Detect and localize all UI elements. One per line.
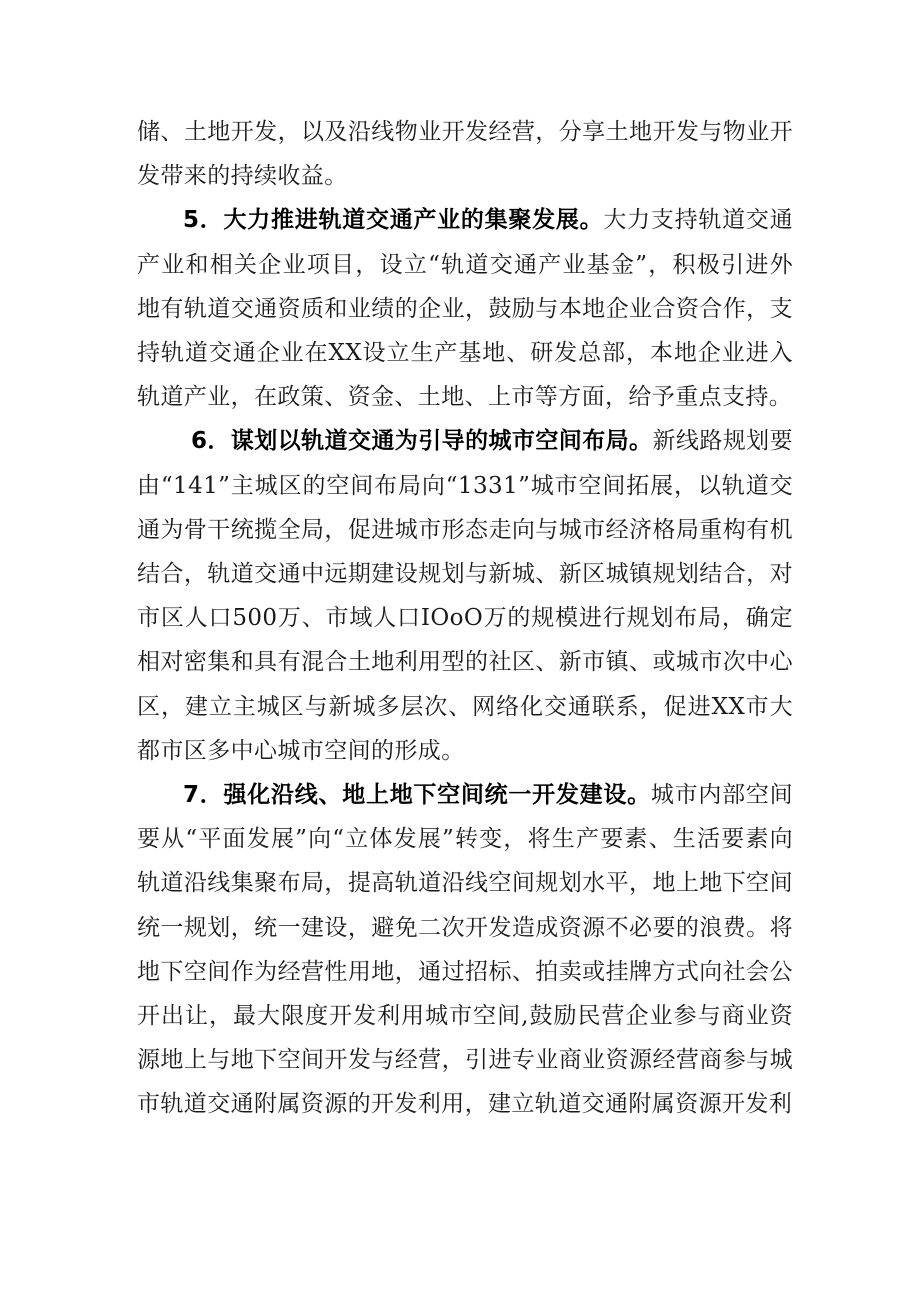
paragraph-body: 大力支持轨道交通产业和相关企业项目，设立“轨道交通产业基金”，积极引进外地有轨道交通资质和业绩的企业，鼓励与本地企业合资合作，支持轨道交通企业在XX设立生产基地、研发总部，本地企业进入轨道产业，在政策、资金、土地、上市等方面，给予重点支持。 (137, 207, 793, 411)
paragraph-body: 城市内部空间要从“平面发展”向“立体发展”转变，将生产要素、生活要素向轨道沿线集聚布局，提高轨道沿线空间规划水平，地上地下空间统一规划，统一建设，避免二次开发造成资源不必要的浪费。将地下空间作为经营性用地，通过招标、拍卖或挂牌方式向社会公开出让，最大限度开发利用城市空间,鼓励民营企业参与商业资源地上与地下空间开发与经营，引进专业商业资源经营商参与城市轨道交通附属资源的开发利用，建立轨道交通附属资源开发利 (137, 782, 793, 1118)
paragraph-heading: 6．谋划以轨道交通为引导的城市空间布局。 (191, 428, 653, 455)
paragraph-heading: 7．强化沿线、地上地下空间统一开发建设。 (183, 782, 651, 809)
paragraph-body: 新线路规划要由“141”主城区的空间布局向“1331”城市空间拓展，以轨道交通为骨干统揽全局，促进城市形态走向与城市经济格局重构有机结合，轨道交通中远期建设规划与新城、新区城镇规划结合，对市区人口500万、市域人口IOoO万的规模进行规划布局，确定相对密集和具有混合土地利用型的社区、新市镇、或城市次中心区，建立主城区与新城多层次、网络化交通联系，促进XX市大都市区多中心城市空间的形成。 (137, 428, 793, 764)
paragraph-body: 储、土地开发，以及沿线物业开发经营，分享土地开发与物业开发带来的持续收益。 (137, 119, 793, 190)
document-page (137, 110, 793, 1127)
paragraph-continuation (137, 110, 793, 198)
paragraph-item-5 (137, 198, 793, 419)
paragraph-heading: 5．大力推进轨道交通产业的集聚发展。 (183, 207, 604, 234)
paragraph-item-6 (137, 419, 793, 773)
paragraph-item-7 (137, 773, 793, 1127)
